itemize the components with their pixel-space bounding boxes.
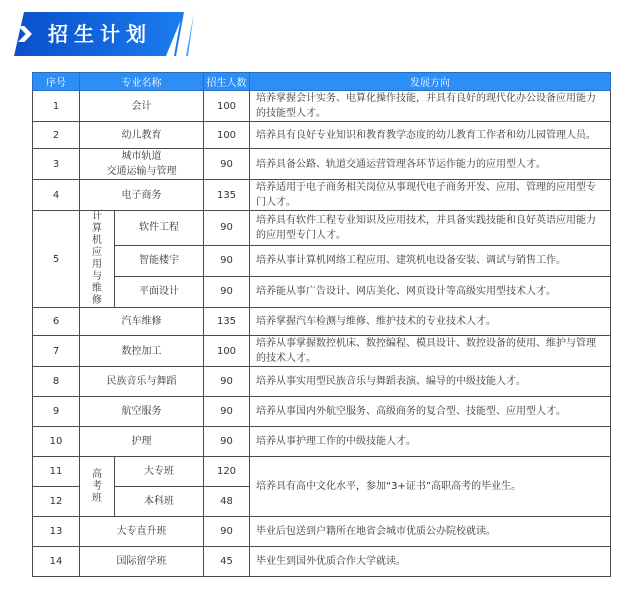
column-header-no: 序号 xyxy=(33,73,80,91)
enrollment-count: 100 xyxy=(204,122,250,149)
direction-text: 培养掌握汽车检测与维修、维护技术的专业技术人才。 xyxy=(250,308,611,336)
major-name: 民族音乐与舞蹈 xyxy=(80,367,204,397)
major-name: 国际留学班 xyxy=(80,547,204,577)
column-header-major: 专业名称 xyxy=(80,73,204,91)
enrollment-count: 90 xyxy=(204,517,250,547)
table-row xyxy=(33,211,611,246)
major-name: 电子商务 xyxy=(80,180,204,211)
enrollment-count: 48 xyxy=(204,487,250,517)
enrollment-count: 100 xyxy=(204,336,250,367)
column-header-direction: 发展方向 xyxy=(250,73,611,91)
table-row xyxy=(33,245,611,276)
enrollment-count: 90 xyxy=(204,427,250,457)
row-number: 10 xyxy=(33,427,80,457)
direction-text: 培养具有高中文化水平，参加“3+证书”高职高考的毕业生。 xyxy=(250,457,611,517)
major-name: 本科班 xyxy=(115,487,204,517)
row-number: 1 xyxy=(33,91,80,122)
row-number: 14 xyxy=(33,547,80,577)
row-number: 11 xyxy=(33,457,80,487)
row-number: 8 xyxy=(33,367,80,397)
row-number: 7 xyxy=(33,336,80,367)
table-row xyxy=(33,149,611,180)
enrollment-count: 90 xyxy=(204,245,250,276)
major-name: 汽车维修 xyxy=(80,308,204,336)
enrollment-count: 120 xyxy=(204,457,250,487)
major-name: 大专班 xyxy=(115,457,204,487)
table-row xyxy=(33,427,611,457)
table-header-row xyxy=(33,73,611,91)
row-number: 3 xyxy=(33,149,80,180)
major-name-line: 城市轨道 xyxy=(121,151,162,162)
row-number: 2 xyxy=(33,122,80,149)
direction-text: 培养具有良好专业知识和教育教学态度的幼儿教育工作者和幼儿园管理人员。 xyxy=(250,122,611,149)
row-number: 12 xyxy=(33,487,80,517)
direction-text: 培养具有软件工程专业知识及应用技术，并具备实践技能和良好英语应用能力的应用型专门人才。 xyxy=(250,211,611,246)
table-row xyxy=(33,122,611,149)
major-name: 平面设计 xyxy=(115,276,204,307)
enrollment-count: 90 xyxy=(204,367,250,397)
enrollment-count: 135 xyxy=(204,180,250,211)
major-name: 数控加工 xyxy=(80,336,204,367)
table-row xyxy=(33,180,611,211)
table-row xyxy=(33,276,611,307)
table-row xyxy=(33,367,611,397)
row-number: 4 xyxy=(33,180,80,211)
direction-text: 培养能从事广告设计、网店美化、网页设计等高级实用型技术人才。 xyxy=(250,276,611,307)
major-name: 幼儿教育 xyxy=(80,122,204,149)
row-number: 5 xyxy=(33,211,80,308)
major-group-label xyxy=(80,211,115,308)
major-group-label xyxy=(80,457,115,517)
direction-text: 培养从事护理工作的中级技能人才。 xyxy=(250,427,611,457)
table-row xyxy=(33,91,611,122)
banner-stripe xyxy=(186,12,194,56)
direction-text: 培养具备公路、轨道交通运营管理各环节运作能力的应用型人才。 xyxy=(250,149,611,180)
major-group-text: 计算机应用与维修 xyxy=(92,211,102,306)
major-name: 软件工程 xyxy=(115,211,204,246)
row-number: 13 xyxy=(33,517,80,547)
column-header-count: 招生人数 xyxy=(204,73,250,91)
major-name-line: 交通运输与管理 xyxy=(106,166,177,177)
enrollment-plan-table xyxy=(32,72,611,577)
table-row xyxy=(33,457,611,487)
direction-text: 培养从事国内外航空服务、高级商务的复合型、技能型、应用型人才。 xyxy=(250,397,611,427)
enrollment-count: 45 xyxy=(204,547,250,577)
major-name: 航空服务 xyxy=(80,397,204,427)
major-name xyxy=(80,149,204,180)
direction-text: 培养从事实用型民族音乐与舞蹈表演、编导的中级技能人才。 xyxy=(250,367,611,397)
enrollment-count: 135 xyxy=(204,308,250,336)
enrollment-count: 90 xyxy=(204,211,250,246)
major-group-text: 高考班 xyxy=(92,468,102,504)
enrollment-count: 90 xyxy=(204,397,250,427)
table-row xyxy=(33,547,611,577)
section-title: 招生计划 xyxy=(48,22,152,46)
row-number: 9 xyxy=(33,397,80,427)
major-name: 智能楼宇 xyxy=(115,245,204,276)
direction-text: 毕业后包送到户籍所在地省会城市优质公办院校就读。 xyxy=(250,517,611,547)
direction-text: 培养掌握会计实务、电算化操作技能，并具有良好的现代化办公设备应用能力的技能型人才。 xyxy=(250,91,611,122)
table-row xyxy=(33,336,611,367)
enrollment-count: 100 xyxy=(204,91,250,122)
enrollment-count: 90 xyxy=(204,149,250,180)
table-row xyxy=(33,397,611,427)
section-banner xyxy=(14,12,194,56)
major-name: 护理 xyxy=(80,427,204,457)
table-row xyxy=(33,308,611,336)
major-name: 会计 xyxy=(80,91,204,122)
major-name: 大专直升班 xyxy=(80,517,204,547)
direction-text: 培养从事掌握数控机床、数控编程、模具设计、数控设备的使用、维护与管理的技术人才。 xyxy=(250,336,611,367)
table-row xyxy=(33,517,611,547)
direction-text: 培养从事计算机网络工程应用、建筑机电设备安装、调试与销售工作。 xyxy=(250,245,611,276)
enrollment-count: 90 xyxy=(204,276,250,307)
direction-text: 培养适用于电子商务相关岗位从事现代电子商务开发、应用、管理的应用型专门人才。 xyxy=(250,180,611,211)
direction-text: 毕业生到国外优质合作大学就读。 xyxy=(250,547,611,577)
row-number: 6 xyxy=(33,308,80,336)
